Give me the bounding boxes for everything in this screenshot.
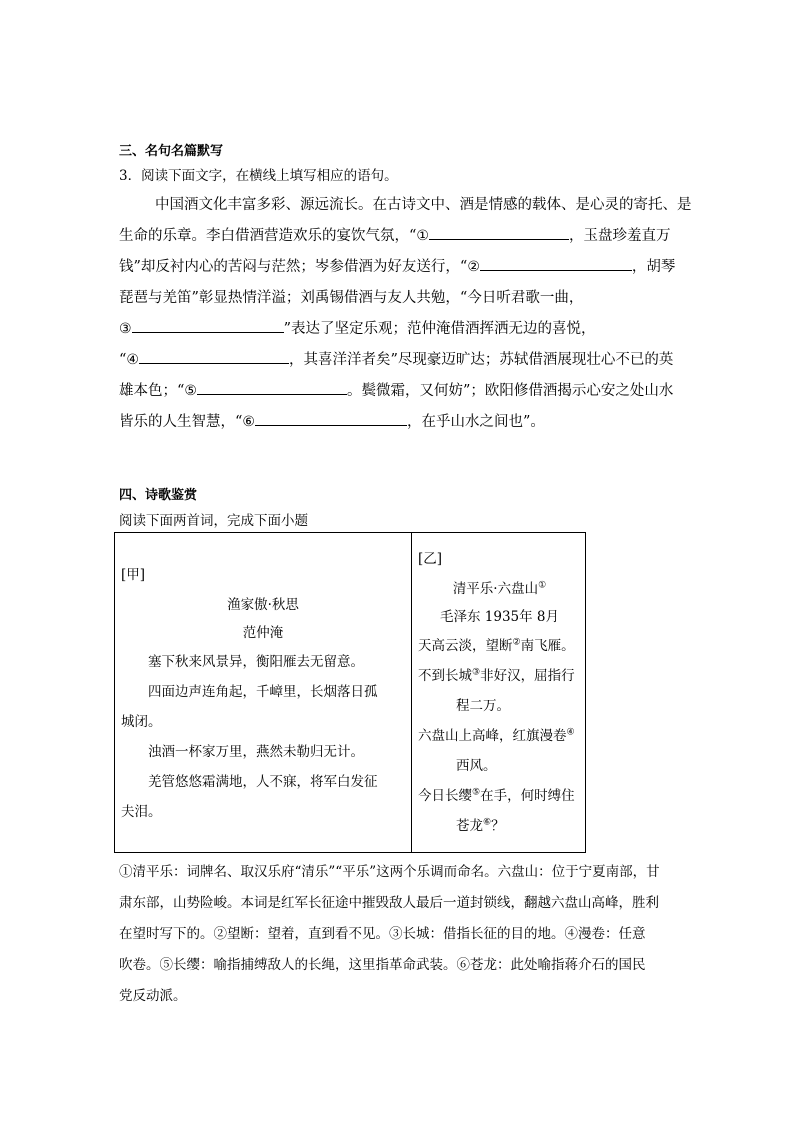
blank-marker-6: ⑥ — [242, 414, 255, 430]
footnote-marker-3: ③ — [472, 667, 481, 678]
footnote-marker-5: ⑤ — [472, 787, 481, 798]
poem-b-line: 程二万。 — [456, 698, 510, 714]
poem-a-line: 四面边声连角起，千嶂里，长烟落日孤 — [148, 684, 378, 700]
poem-b-author-date: 毛泽东 1935年 8月 — [439, 609, 560, 625]
poem-b-cell — [412, 533, 586, 853]
section-3-title: 三、名句名篇默写 — [119, 144, 224, 159]
passage-line: ③ ”表达了坚定乐观；范仲淹借酒挥洒无边的喜悦， — [119, 317, 679, 348]
blank-marker-1: ① — [416, 228, 429, 244]
poem-b-line: 今日长缨⑤在手，何时缚住 — [418, 787, 575, 804]
footnote-marker-2: ② — [512, 637, 521, 648]
footnote-line: 在望时写下的。②望断：望着，直到看不见。③长城：借指长征的目的地。④漫卷：任意 — [119, 926, 646, 942]
section-4-title: 四、诗歌鉴赏 — [119, 488, 198, 503]
poem-a-line: 羌管悠悠霜满地，人不寐，将军白发征 — [148, 774, 378, 790]
poem-a-author: 范仲淹 — [242, 625, 284, 641]
passage-line: 雄本色；“⑤ 。鬓微霜，又何妨”；欧阳修借酒揭示心安之处山水 — [119, 379, 679, 410]
section-4-instruction: 阅读下面两首词，完成下面小题 — [119, 513, 308, 529]
poem-a-line: 城闭。 — [121, 714, 162, 730]
poem-b-line: 天高云淡，望断②南飞雁。 — [418, 637, 575, 654]
poem-a-title: 渔家傲·秋思 — [227, 597, 299, 613]
blank-marker-4: ④ — [126, 352, 139, 368]
blank-marker-2: ② — [467, 259, 480, 275]
passage-line: 皆乐的人生智慧，“⑥ ，在乎山水之间也”。 — [119, 410, 679, 441]
question-3-prompt: 3．阅读下面文字，在横线上填写相应的语句。 — [119, 168, 398, 184]
footnote-line: 肃东部，山势险峻。本词是红军长征途中摧毁敌人最后一道封锁线，翻越六盘山高峰，胜利 — [119, 895, 659, 911]
answer-blank-2[interactable] — [480, 255, 632, 271]
poem-a-line: 浊酒一杯家万里，燕然未勒归无计。 — [148, 744, 364, 760]
footnote-marker-1: ① — [538, 580, 547, 591]
answer-blank-1[interactable] — [429, 224, 569, 240]
passage-line: 钱”却反衬内心的苦闷与茫然；岑参借酒为好友送行，“② ，胡琴 — [119, 255, 679, 286]
poem-a-cell — [115, 533, 412, 853]
answer-blank-4[interactable] — [139, 348, 289, 364]
fill-in-passage — [119, 193, 692, 441]
poem-b-line: 不到长城③非好汉，屈指行 — [418, 667, 575, 684]
poem-b-title: 清平乐·六盘山① — [452, 580, 547, 597]
poem-b-line: 苍龙⑥？ — [456, 817, 505, 834]
poem-a-line: 夫泪。 — [121, 804, 162, 820]
footnote-line: ①清平乐：词牌名、取汉乐府“清乐”“平乐”这两个乐调而命名。六盘山：位于宁夏南部，甘 — [119, 864, 660, 880]
footnotes — [119, 858, 679, 1013]
poems-table — [114, 532, 586, 853]
blank-marker-3: ③ — [119, 321, 132, 337]
passage-line: 琵琶与羌笛”彰显热情洋溢；刘禹锡借酒与友人共勉，“今日听君歌一曲， — [119, 290, 584, 306]
footnote-marker-4: ④ — [566, 727, 575, 738]
poem-a-line: 塞下秋来风景异，衡阳雁去无留意。 — [148, 654, 364, 670]
poem-b-line: 六盘山上高峰，红旗漫卷④ — [418, 727, 575, 744]
poem-a-tag: [甲] — [121, 567, 146, 583]
passage-line: 中国酒文化丰富多彩、源远流长。在古诗文中、酒是情感的载体、是心灵的寄托、是 — [155, 197, 692, 213]
poem-b-line: 西风。 — [456, 758, 497, 774]
passage-line: “④ ，其喜洋洋者矣”尽现豪迈旷达；苏轼借酒展现壮心不已的英 — [119, 348, 679, 379]
poem-b-tag: [乙] — [418, 551, 443, 567]
footnote-line: 吹卷。⑤长缨：喻指捕缚敌人的长绳，这里指革命武装。⑥苍龙：此处喻指蒋介石的国民 — [119, 957, 646, 973]
passage-line: 生命的乐章。李白借酒营造欢乐的宴饮气氛，“① ，玉盘珍羞直万 — [119, 224, 679, 255]
answer-blank-5[interactable] — [197, 379, 347, 395]
answer-blank-3[interactable] — [132, 317, 284, 333]
blank-marker-5: ⑤ — [184, 383, 197, 399]
answer-blank-6[interactable] — [255, 410, 407, 426]
footnote-marker-6: ⑥ — [483, 817, 492, 828]
footnote-line: 党反动派。 — [119, 988, 187, 1004]
